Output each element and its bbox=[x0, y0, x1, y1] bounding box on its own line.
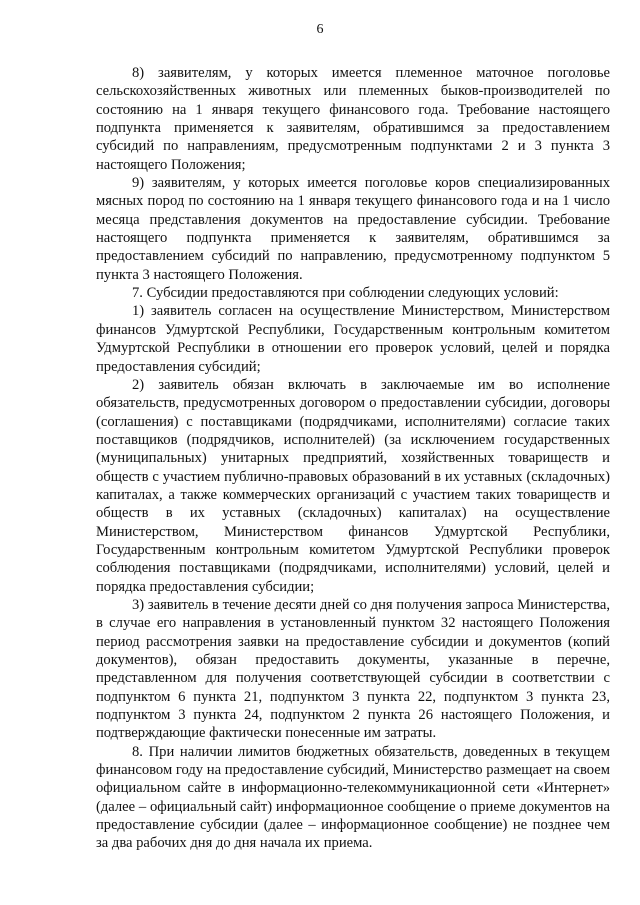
paragraph-subitem-1: 1) заявитель согласен на осуществление Министерством, Министерством финансов Удмуртской Республики, Государственным контрольным комитетом Удмуртской Республики в отношении его проверок условий, целей и порядка предоставления субсидий; bbox=[96, 303, 610, 375]
paragraph-subitem-9: 9) заявителям, у которых имеется поголовье коров специализированных мясных пород по состоянию на 1 января текущего финансового года и на 1 число месяца представления документов на предоставление субсидии. Требование настоящего подпункта применяется к заявителям, обратившимся за предоставлением субсидий по направлению, предусмотренному подпунктом 5 пункта 3 настоящего Положения. bbox=[96, 175, 610, 283]
paragraph-subitem-2: 2) заявитель обязан включать в заключаемые им во исполнение обязательств, предусмотренных договором о предоставлении субсидии, договоры (соглашения) с поставщиками (подрядчиками, исполнителями) согласие таких поставщиков (подрядчиков, исполнителей) (за исключением государственных (муниципальных) унитарных предприятий, хозяйственных товариществ и обществ с участием публично-правовых образований в их уставных (складочных) капиталах, а также коммерческих организаций с участием таких товариществ и обществ в их уставных (складочных) капиталах) на осуществление Министерством, Министерством финансов Удмуртской Республики, Государственным контрольным комитетом Удмуртской Республики проверок соблюдения поставщиками (подрядчиками, исполнителями) условий, целей и порядка предоставления субсидии; bbox=[96, 376, 610, 595]
paragraph-subitem-8: 8) заявителям, у которых имеется племенное маточное поголовье сельскохозяйственных животных или племенных быков-производителей по состоянию на 1 января текущего финансового года. Требование настоящего подпункта применяется к заявителям, обратившимся за предоставлением субсидий по направлениям, предусмотренным подпунктами 2 и 3 пункта 3 настоящего Положения; bbox=[96, 65, 610, 173]
paragraph-item-8: 8. При наличии лимитов бюджетных обязательств, доведенных в текущем финансовом году на предоставление субсидий, Министерство размещает на своем официальном сайте в информационно-телекоммуникационной сети «Интернет» (далее – официальный сайт) информационное сообщение о приеме документов на предоставление субсидии (далее – информационное сообщение) не позднее чем за два рабочих дня до дня начала их приема. bbox=[96, 743, 610, 852]
paragraph-item-7: 7. Субсидии предоставляются при соблюдении следующих условий: bbox=[132, 285, 559, 302]
paragraph-subitem-3: 3) заявитель в течение десяти дней со дня получения запроса Министерства, в случае его направления в установленный пунктом 32 настоящего Положения период рассмотрения заявки на предоставление субсидии и документов (копий документов), обязан предоставить документы, указанные в перечне, представленном для получения соответствующей субсидии в соответствии с подпунктом 6 пункта 21, подпунктом 3 пункта 22, подпунктом 3 пункта 23, подпунктом 3 пункта 24, подпунктом 2 пункта 26 настоящего Положения, и подтверждающие фактически понесенные им затраты. bbox=[96, 596, 610, 742]
page-number: 6 bbox=[316, 22, 324, 37]
document-body bbox=[96, 64, 610, 853]
